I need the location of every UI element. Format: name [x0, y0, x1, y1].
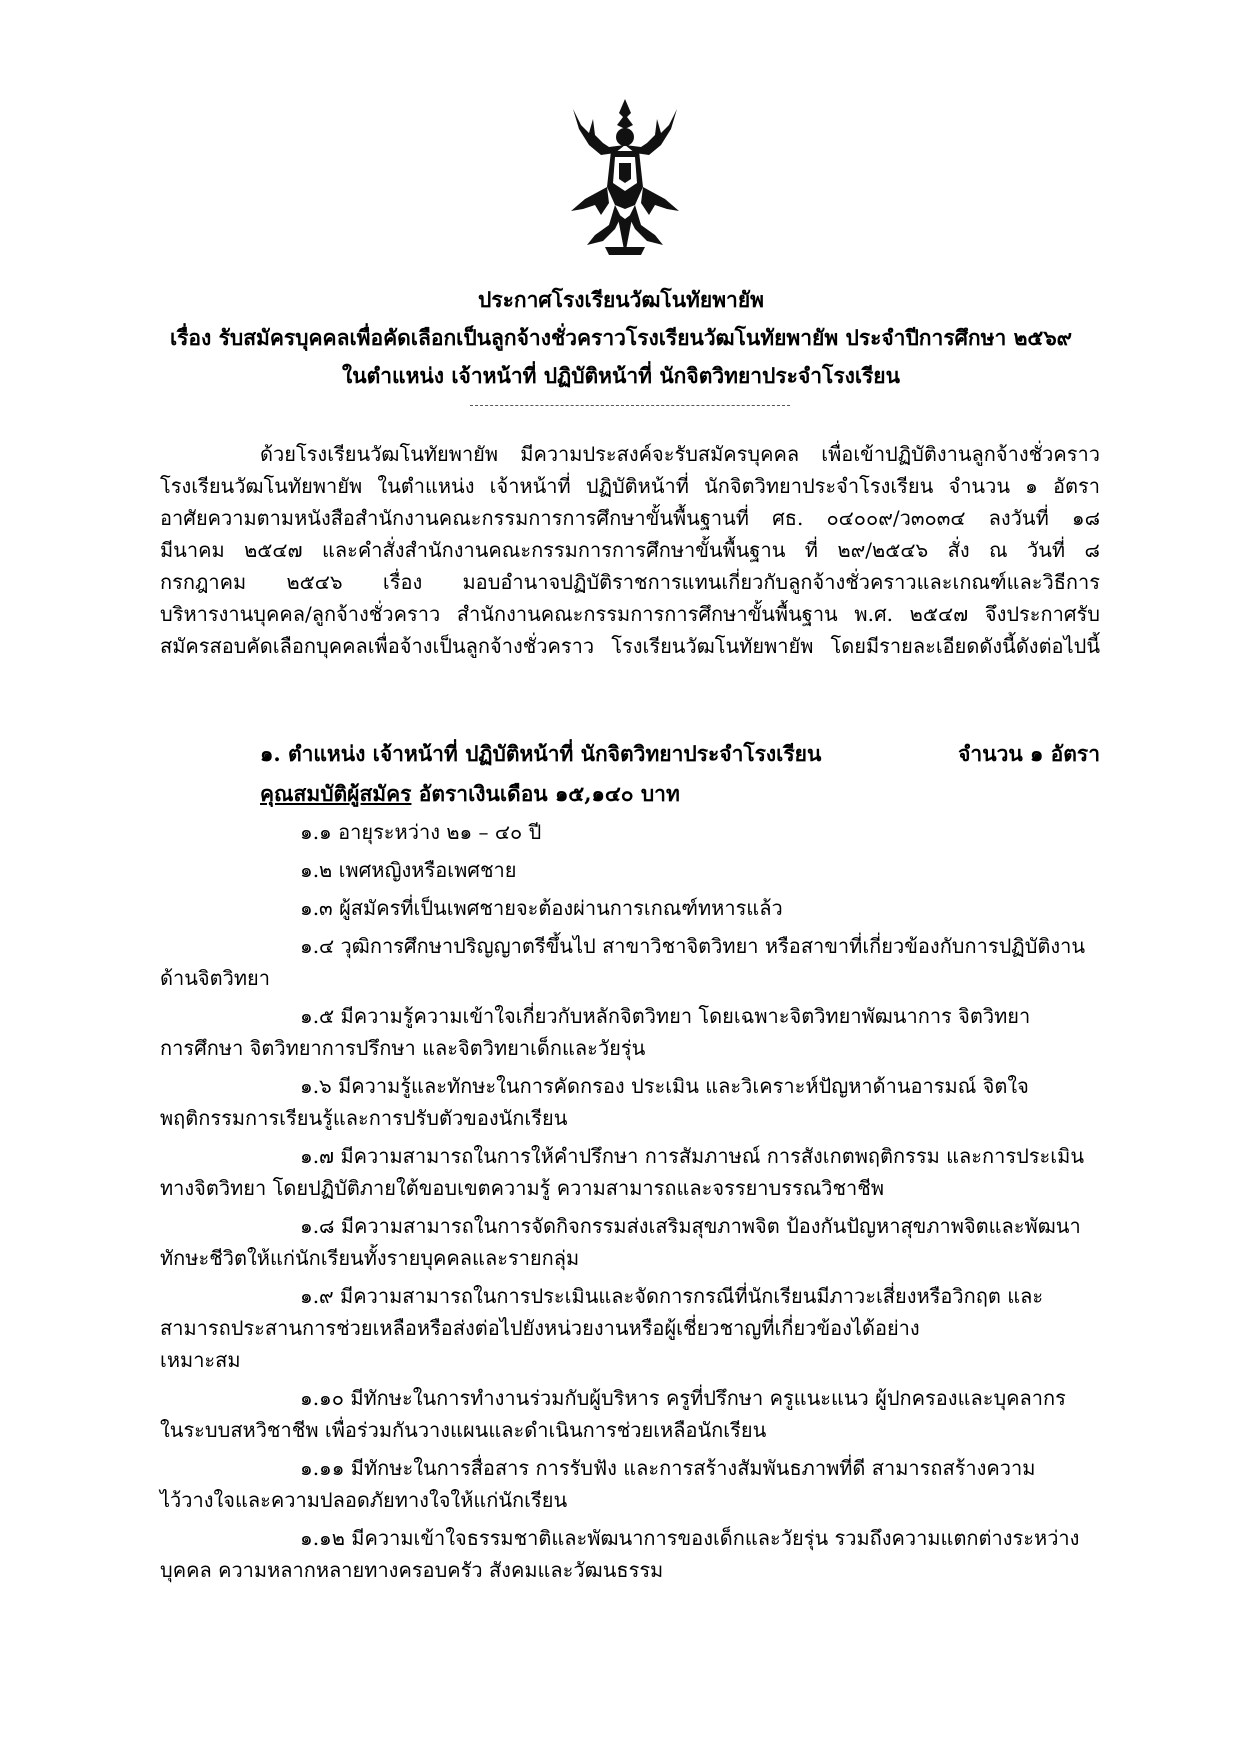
list-item-line: สามารถประสานการช่วยเหลือหรือส่งต่อไปยังหน่วยงานหรือผู้เชี่ยวชาญที่เกี่ยวข้องได้อย่าง — [160, 1316, 920, 1340]
position-count: จำนวน ๑ อัตรา — [958, 741, 1100, 766]
intro-line: ด้วยโรงเรียนวัฒโนทัยพายัพ มีความประสงค์จะรับสมัครบุคคล เพื่อเข้าปฏิบัติงานลูกจ้างชั่วคราว — [260, 442, 1100, 466]
list-item-line: ๑.๑๐ มีทักษะในการทำงานร่วมกับผู้บริหาร ครูที่ปรึกษา ครูแนะแนว ผู้ปกครองและบุคลากร — [300, 1386, 1066, 1410]
announcement-position: ในตำแหน่ง เจ้าหน้าที่ ปฏิบัติหน้าที่ นักจิตวิทยาประจำโรงเรียน — [342, 363, 900, 388]
salary-text: อัตราเงินเดือน ๑๕,๑๔๐ บาท — [418, 781, 680, 806]
list-item — [160, 816, 1100, 848]
garuda-emblem-icon — [565, 95, 685, 260]
announcement-title: ประกาศโรงเรียนวัฒโนทัยพายัพ — [478, 287, 764, 312]
list-item — [160, 1210, 1100, 1274]
list-item-line: ในระบบสหวิชาชีพ เพื่อร่วมกันวางแผนและดำเนินการช่วยเหลือนักเรียน — [160, 1418, 767, 1442]
list-item-line: ๑.๗ มีความสามารถในการให้คำปรึกษา การสัมภาษณ์ การสังเกตพฤติกรรม และการประเมิน — [300, 1144, 1084, 1168]
list-item-line: ๑.๔ วุฒิการศึกษาปริญญาตรีขึ้นไป สาขาวิชาจิตวิทยา หรือสาขาที่เกี่ยวข้องกับการปฏิบัติงาน — [300, 934, 1086, 958]
intro-line: บริหารงานบุคคล/ลูกจ้างชั่วคราว สำนักงานคณะกรรมการการศึกษาขั้นพื้นฐาน พ.ศ. ๒๕๔๗ จึงประกาศรับ — [160, 602, 1100, 626]
intro-line: สมัครสอบคัดเลือกบุคคลเพื่อจ้างเป็นลูกจ้างชั่วคราว โรงเรียนวัฒโนทัยพายัพ โดยมีรายละเอียดดังนี้ดังต่อไปนี้ — [160, 634, 1100, 658]
announcement-subject: เรื่อง รับสมัครบุคคลเพื่อคัดเลือกเป็นลูกจ้างชั่วคราวโรงเรียนวัฒโนทัยพายัพ ประจำปีการศึกษา ๒๕๖๙ — [169, 325, 1073, 350]
list-item — [160, 1140, 1100, 1204]
list-item-line: ๑.๒ เพศหญิงหรือเพศชาย — [300, 858, 517, 882]
intro-line: อาศัยความตามหนังสือสำนักงานคณะกรรมการการศึกษาขั้นพื้นฐานที่ ศธ. ๐๔๐๐๙/ว๓๐๓๔ ลงวันที่ ๑๘ — [160, 506, 1100, 530]
list-item — [160, 1070, 1100, 1134]
list-item — [160, 854, 1100, 886]
list-item — [160, 930, 1100, 994]
position-heading: ๑. ตำแหน่ง เจ้าหน้าที่ ปฏิบัติหน้าที่ นักจิตวิทยาประจำโรงเรียน — [260, 741, 822, 766]
list-item — [160, 1452, 1100, 1516]
list-item-line: พฤติกรรมการเรียนรู้และการปรับตัวของนักเรียน — [160, 1106, 568, 1130]
list-item-line: ด้านจิตวิทยา — [160, 966, 270, 990]
list-item — [160, 1000, 1100, 1064]
list-item — [160, 1382, 1100, 1446]
list-item — [160, 1280, 1100, 1376]
list-item-line: ไว้วางใจและความปลอดภัยทางใจให้แก่นักเรียน — [160, 1488, 568, 1512]
list-item-line: ๑.๑๑ มีทักษะในการสื่อสาร การรับฟัง และการสร้างสัมพันธภาพที่ดี สามารถสร้างความ — [300, 1456, 1036, 1480]
list-item-line: ทักษะชีวิตให้แก่นักเรียนทั้งรายบุคคลและรายกลุ่ม — [160, 1246, 580, 1270]
list-item — [160, 1522, 1100, 1586]
list-item-line: ๑.๙ มีความสามารถในการประเมินและจัดการกรณีที่นักเรียนมีภาวะเสี่ยงหรือวิกฤต และ — [300, 1284, 1044, 1308]
list-item — [160, 892, 1100, 924]
qualification-label: คุณสมบัติผู้สมัคร — [260, 781, 412, 806]
intro-line: มีนาคม ๒๕๔๗ และคำสั่งสำนักงานคณะกรรมการการศึกษาขั้นพื้นฐาน ที่ ๒๙/๒๕๔๖ สั่ง ณ วันที่ ๘ — [160, 538, 1100, 562]
list-item-line: การศึกษา จิตวิทยาการปรึกษา และจิตวิทยาเด็กและวัยรุ่น — [160, 1036, 646, 1060]
list-item-line: ๑.๑ อายุระหว่าง ๒๑ – ๔๐ ปี — [300, 820, 542, 844]
intro-line: กรกฎาคม ๒๕๔๖ เรื่อง มอบอำนาจปฏิบัติราชการแทนเกี่ยวกับลูกจ้างชั่วคราวและเกณฑ์และวิธีการ — [160, 570, 1100, 594]
list-item-line: ๑.๓ ผู้สมัครที่เป็นเพศชายจะต้องผ่านการเกณฑ์ทหารแล้ว — [300, 896, 783, 920]
list-item-line: ๑.๖ มีความรู้และทักษะในการคัดกรอง ประเมิน และวิเคราะห์ปัญหาด้านอารมณ์ จิตใจ — [300, 1074, 1029, 1098]
list-item-line: บุคคล ความหลากหลายทางครอบครัว สังคมและวัฒนธรรม — [160, 1558, 664, 1582]
intro-line: โรงเรียนวัฒโนทัยพายัพ ในตำแหน่ง เจ้าหน้าที่ ปฏิบัติหน้าที่ นักจิตวิทยาประจำโรงเรียน จำนวน ๑ อัตรา — [160, 474, 1100, 498]
intro-paragraph — [160, 438, 1100, 662]
separator-line — [470, 405, 790, 406]
list-item-line: ทางจิตวิทยา โดยปฏิบัติภายใต้ขอบเขตความรู้ ความสามารถและจรรยาบรรณวิชาชีพ — [160, 1176, 885, 1200]
list-item-line: เหมาะสม — [160, 1348, 241, 1372]
list-item-line: ๑.๑๒ มีความเข้าใจธรรมชาติและพัฒนาการของเด็กและวัยรุ่น รวมถึงความแตกต่างระหว่าง — [300, 1526, 1080, 1550]
list-item-line: ๑.๕ มีความรู้ความเข้าใจเกี่ยวกับหลักจิตวิทยา โดยเฉพาะจิตวิทยาพัฒนาการ จิตวิทยา — [300, 1004, 1031, 1028]
qualification-line — [260, 778, 680, 811]
list-item-line: ๑.๘ มีความสามารถในการจัดกิจกรรมส่งเสริมสุขภาพจิต ป้องกันปัญหาสุขภาพจิตและพัฒนา — [300, 1214, 1081, 1238]
qualification-list — [160, 816, 1100, 1592]
